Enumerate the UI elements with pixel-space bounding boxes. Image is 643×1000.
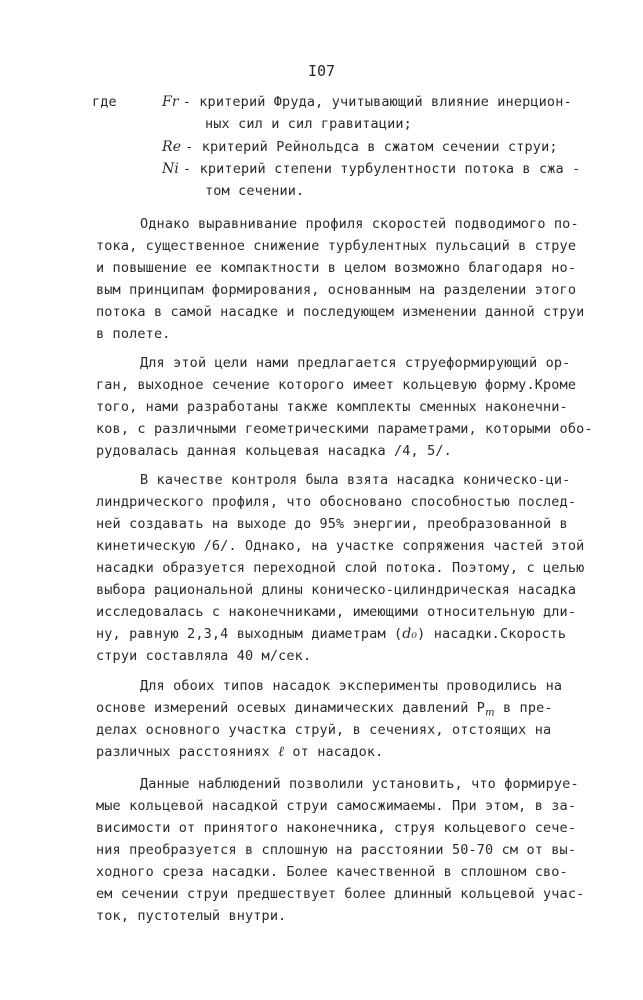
paragraph-3-line: ней создавать на выходе до 95% энергии, преобразованной в	[96, 516, 568, 532]
where-label: где	[92, 94, 117, 110]
symbol-fr: Fr	[162, 94, 179, 110]
definition-fr-continuation: ных сил и сил гравитации;	[205, 116, 412, 132]
definition-re	[162, 137, 558, 157]
paragraph-3-line: кинетическую /6/. Однако, на участке сопряжения частей этой	[96, 538, 585, 554]
paragraph-1-line: в полете.	[96, 326, 171, 342]
paragraph-3-line: В качестве контроля была взята насадка коническо-ци-	[140, 472, 571, 488]
symbol-re: Re	[162, 139, 182, 155]
definition-ni-continuation: том сечении.	[205, 183, 305, 199]
paragraph-1-line: тока, существенное снижение турбулентных пульсаций в струе	[96, 238, 577, 254]
paragraph-3-line: струи составляла 40 м/сек.	[96, 648, 312, 664]
definition-fr	[162, 92, 572, 112]
definition-re-text: - критерий Рейнольдса в сжатом сечении струи;	[185, 139, 558, 155]
paragraph-5-line: ток, пустотелый внутри.	[96, 908, 287, 924]
paragraph-5-line: Данные наблюдений позволили установить, что формируе-	[140, 776, 579, 792]
distance-symbol: ℓ	[278, 744, 285, 760]
paragraph-5-line: ния преобразуется в сплошную на расстоянии 50-70 см от вы-	[96, 842, 577, 858]
paragraph-5-line: ходного среза насадки. Более качественной в сплошном сво-	[96, 864, 568, 880]
paragraph-3-line: насадки образуется переходной слой потока. Поэтому, с целью	[96, 560, 585, 576]
paragraph-4-line: Для обоих типов насадок эксперименты проводились на	[140, 678, 563, 694]
paragraph-4-line-pressure-after: в пре-	[494, 700, 553, 716]
paragraph-2-line: Для этой цели нами предлагается струеформирующий ор-	[140, 355, 571, 371]
definition-ni-text: - критерий степени турбулентности потока в сжа -	[183, 161, 581, 177]
paragraph-1-line: Однако выравнивание профиля скоростей подводимого по-	[140, 216, 579, 232]
definition-ni	[162, 159, 580, 179]
paragraph-4-line-distance-after: от насадок.	[284, 744, 384, 760]
symbol-ni: Ni	[162, 161, 180, 177]
paragraph-4-line-distance-before: различных расстояниях	[96, 744, 279, 760]
definition-fr-text: - критерий Фруда, учитывающий влияние инерцион-	[182, 94, 572, 110]
paragraph-3-line: линдрического профиля, что обосновано способностью послед-	[96, 494, 577, 510]
paragraph-1-line: и повышение ее компактности в целом возможно благодаря но-	[96, 260, 577, 276]
paragraph-2-line: ков, с различными геометрическими параметрами, которыми обо-	[96, 421, 593, 437]
paragraph-4-line: делах основного участка струй, в сечениях, отстоящих на	[96, 722, 552, 738]
paragraph-4-line-pressure-before: основе измерений осевых динамических давлений P	[96, 700, 486, 716]
paragraph-3-line: выбора рациональной длины коническо-цилиндрическая насадка	[96, 582, 577, 598]
paragraph-4-line-distance	[96, 742, 383, 762]
paragraph-5-line: висимости от принятого наконечника, струя кольцевого сече-	[96, 820, 577, 836]
pressure-subscript: m	[485, 707, 495, 719]
paragraph-3-line-diameter-before: ну, равную 2,3,4 выходным диаметрам (	[96, 626, 403, 642]
paragraph-5-line: ем сечении струи предшествует более длинный кольцевой учас-	[96, 886, 585, 902]
paragraph-2-line: ган, выходное сечение которого имеет кольцевую форму.Кроме	[96, 377, 577, 393]
page-number: I07	[307, 62, 336, 80]
paragraph-1-line: потока в самой насадке и последующем изменении данной струи	[96, 304, 585, 320]
paragraph-2-line: рудовалась данная кольцевая насадка /4, 5/.	[96, 443, 452, 459]
paragraph-3-line-diameter	[96, 624, 566, 644]
paragraph-5-line: мые кольцевой насадкой струи самосжимаемы. При этом, в за-	[96, 798, 577, 814]
paragraph-2-line: того, нами разработаны также комплекты сменных наконечни-	[96, 399, 568, 415]
paragraph-3-line: исследовалась с наконечниками, имеющими относительную дли-	[96, 604, 577, 620]
paragraph-1-line: вым принципам формирования, основанным на разделении этого	[96, 282, 577, 298]
paragraph-3-line-diameter-after: ) насадки.Скорость	[417, 626, 567, 642]
diameter-symbol: d₀	[402, 626, 418, 642]
